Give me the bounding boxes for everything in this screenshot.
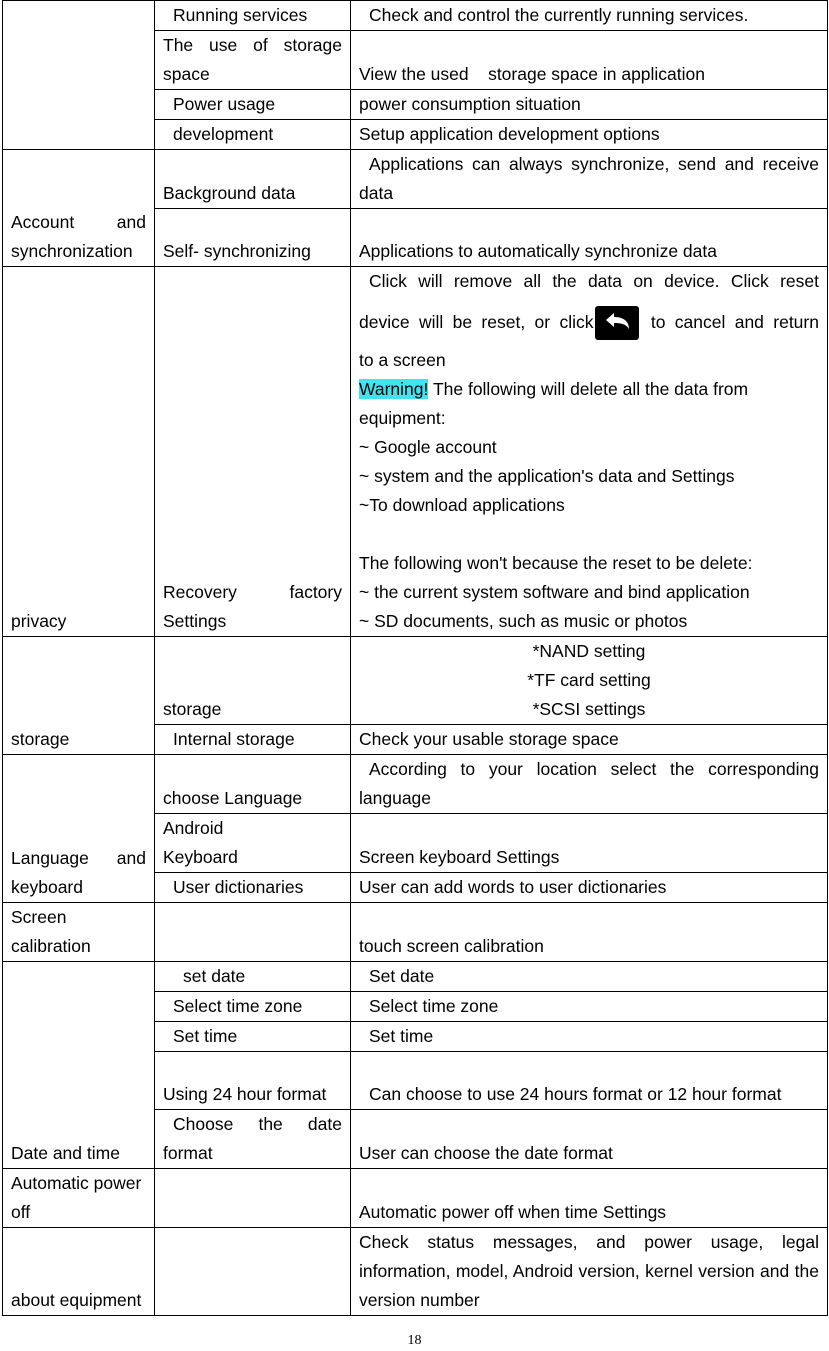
setting-label: Set time [173, 1026, 238, 1046]
storage-option: *SCSI settings [532, 699, 646, 719]
setting-label: Running services [173, 5, 308, 25]
spacer [359, 520, 819, 549]
description-cell: User can add words to user dictionaries [351, 873, 828, 903]
setting-cell [155, 1, 351, 31]
setting-cell: storage [155, 637, 351, 725]
privacy-desc-line2 [359, 302, 819, 342]
description-cell [351, 267, 828, 637]
keep-item: ~ SD documents, such as music or photos [359, 611, 688, 631]
setting-cell [155, 120, 351, 150]
setting-cell [155, 1228, 351, 1316]
category-cell: Date and time [3, 962, 155, 1169]
table-row [3, 1169, 828, 1228]
setting-cell: The use of storage space [155, 31, 351, 90]
category-cell: Automatic power off [3, 1169, 155, 1228]
setting-label: development [173, 124, 274, 144]
description-cell [351, 755, 828, 814]
table-row [3, 637, 828, 725]
table-row [3, 903, 828, 962]
description-cell [351, 962, 828, 992]
description-cell: Setup application development options [351, 120, 828, 150]
table-row [3, 1, 828, 31]
storage-option: *TF card setting [527, 670, 651, 690]
setting-cell: Recovery factory Settings [155, 267, 351, 637]
description-cell [351, 1, 828, 31]
description-cell [351, 637, 828, 725]
description-text: Set time [369, 1026, 434, 1046]
setting-cell [155, 814, 351, 873]
table-row [3, 962, 828, 992]
settings-table [2, 0, 828, 1316]
setting-cell: choose Language [155, 755, 351, 814]
description-cell [351, 150, 828, 209]
setting-cell [155, 1110, 351, 1169]
warning-text: The following will delete all the data from equipment: [359, 379, 749, 428]
setting-cell [155, 90, 351, 120]
description-text: Select time zone [369, 996, 499, 1016]
description-cell: power consumption situation [351, 90, 828, 120]
setting-label: set date [183, 966, 246, 986]
setting-cell [155, 1169, 351, 1228]
setting-cell: Using 24 hour format [155, 1052, 351, 1110]
back-arrow-icon [595, 306, 639, 340]
description-cell [351, 992, 828, 1022]
category-cell: Account and synchronization [3, 150, 155, 267]
setting-cell [155, 873, 351, 903]
delete-item: ~ system and the application's data and Settings [359, 466, 735, 486]
description-cell: View the used storage space in application [351, 31, 828, 90]
description-cell: Check your usable storage space [351, 725, 828, 755]
table-row [3, 150, 828, 209]
setting-cell [155, 725, 351, 755]
page-number: 18 [407, 1333, 422, 1348]
category-cell: Language and keyboard [3, 755, 155, 903]
category-cell [3, 1, 155, 150]
warning-line [359, 375, 819, 433]
privacy-desc-text: device will be reset, or click [359, 312, 594, 332]
setting-label: Select time zone [173, 996, 303, 1016]
setting-label: Choose the date format [163, 1114, 342, 1163]
setting-label: Internal storage [173, 729, 295, 749]
description-text: Set date [369, 966, 435, 986]
setting-label: User dictionaries [173, 877, 304, 897]
description-cell: Automatic power off when time Settings [351, 1169, 828, 1228]
table-row [3, 267, 828, 637]
setting-label: Keyboard [163, 847, 238, 867]
description-cell: touch screen calibration [351, 903, 828, 962]
keep-item: ~ the current system software and bind application [359, 582, 750, 602]
setting-cell [155, 992, 351, 1022]
category-cell: Screen calibration [3, 903, 155, 962]
table-row [3, 1228, 828, 1316]
category-cell: storage [3, 637, 155, 755]
warning-label: Warning! [359, 379, 429, 399]
delete-item: ~To download applications [359, 495, 565, 515]
privacy-desc-line1: Click will remove all the data on device. Click reset [369, 271, 819, 291]
setting-cell [155, 903, 351, 962]
description-text: Check and control the currently running services. [369, 5, 749, 25]
setting-cell [155, 962, 351, 992]
description-cell: User can choose the date format [351, 1110, 828, 1169]
description-text: Can choose to use 24 hours format or 12 hour format [369, 1084, 782, 1104]
description-cell: Applications to automatically synchronize data [351, 209, 828, 267]
description-text: Applications can always synchronize, send and receive data [359, 154, 819, 203]
description-cell [351, 1022, 828, 1052]
setting-cell: Background data [155, 150, 351, 209]
setting-label: Power usage [173, 94, 276, 114]
storage-option: *NAND setting [532, 641, 646, 661]
privacy-desc-text: to cancel and return [650, 312, 819, 332]
description-cell [351, 1052, 828, 1110]
setting-label: Android [163, 818, 224, 838]
setting-cell: Self- synchronizing [155, 209, 351, 267]
privacy-desc-line3: to a screen [359, 350, 446, 370]
category-cell: privacy [3, 267, 155, 637]
description-text: According to your location select the corresponding language [359, 759, 819, 808]
delete-item: ~ Google account [359, 437, 497, 457]
keep-intro: The following won't because the reset to be delete: [359, 553, 753, 573]
description-cell: Check status messages, and power usage, legal information, model, Android version, kernel version and the version number [351, 1228, 828, 1316]
category-cell: about equipment [3, 1228, 155, 1316]
description-cell: Screen keyboard Settings [351, 814, 828, 873]
setting-cell [155, 1022, 351, 1052]
table-row [3, 755, 828, 814]
